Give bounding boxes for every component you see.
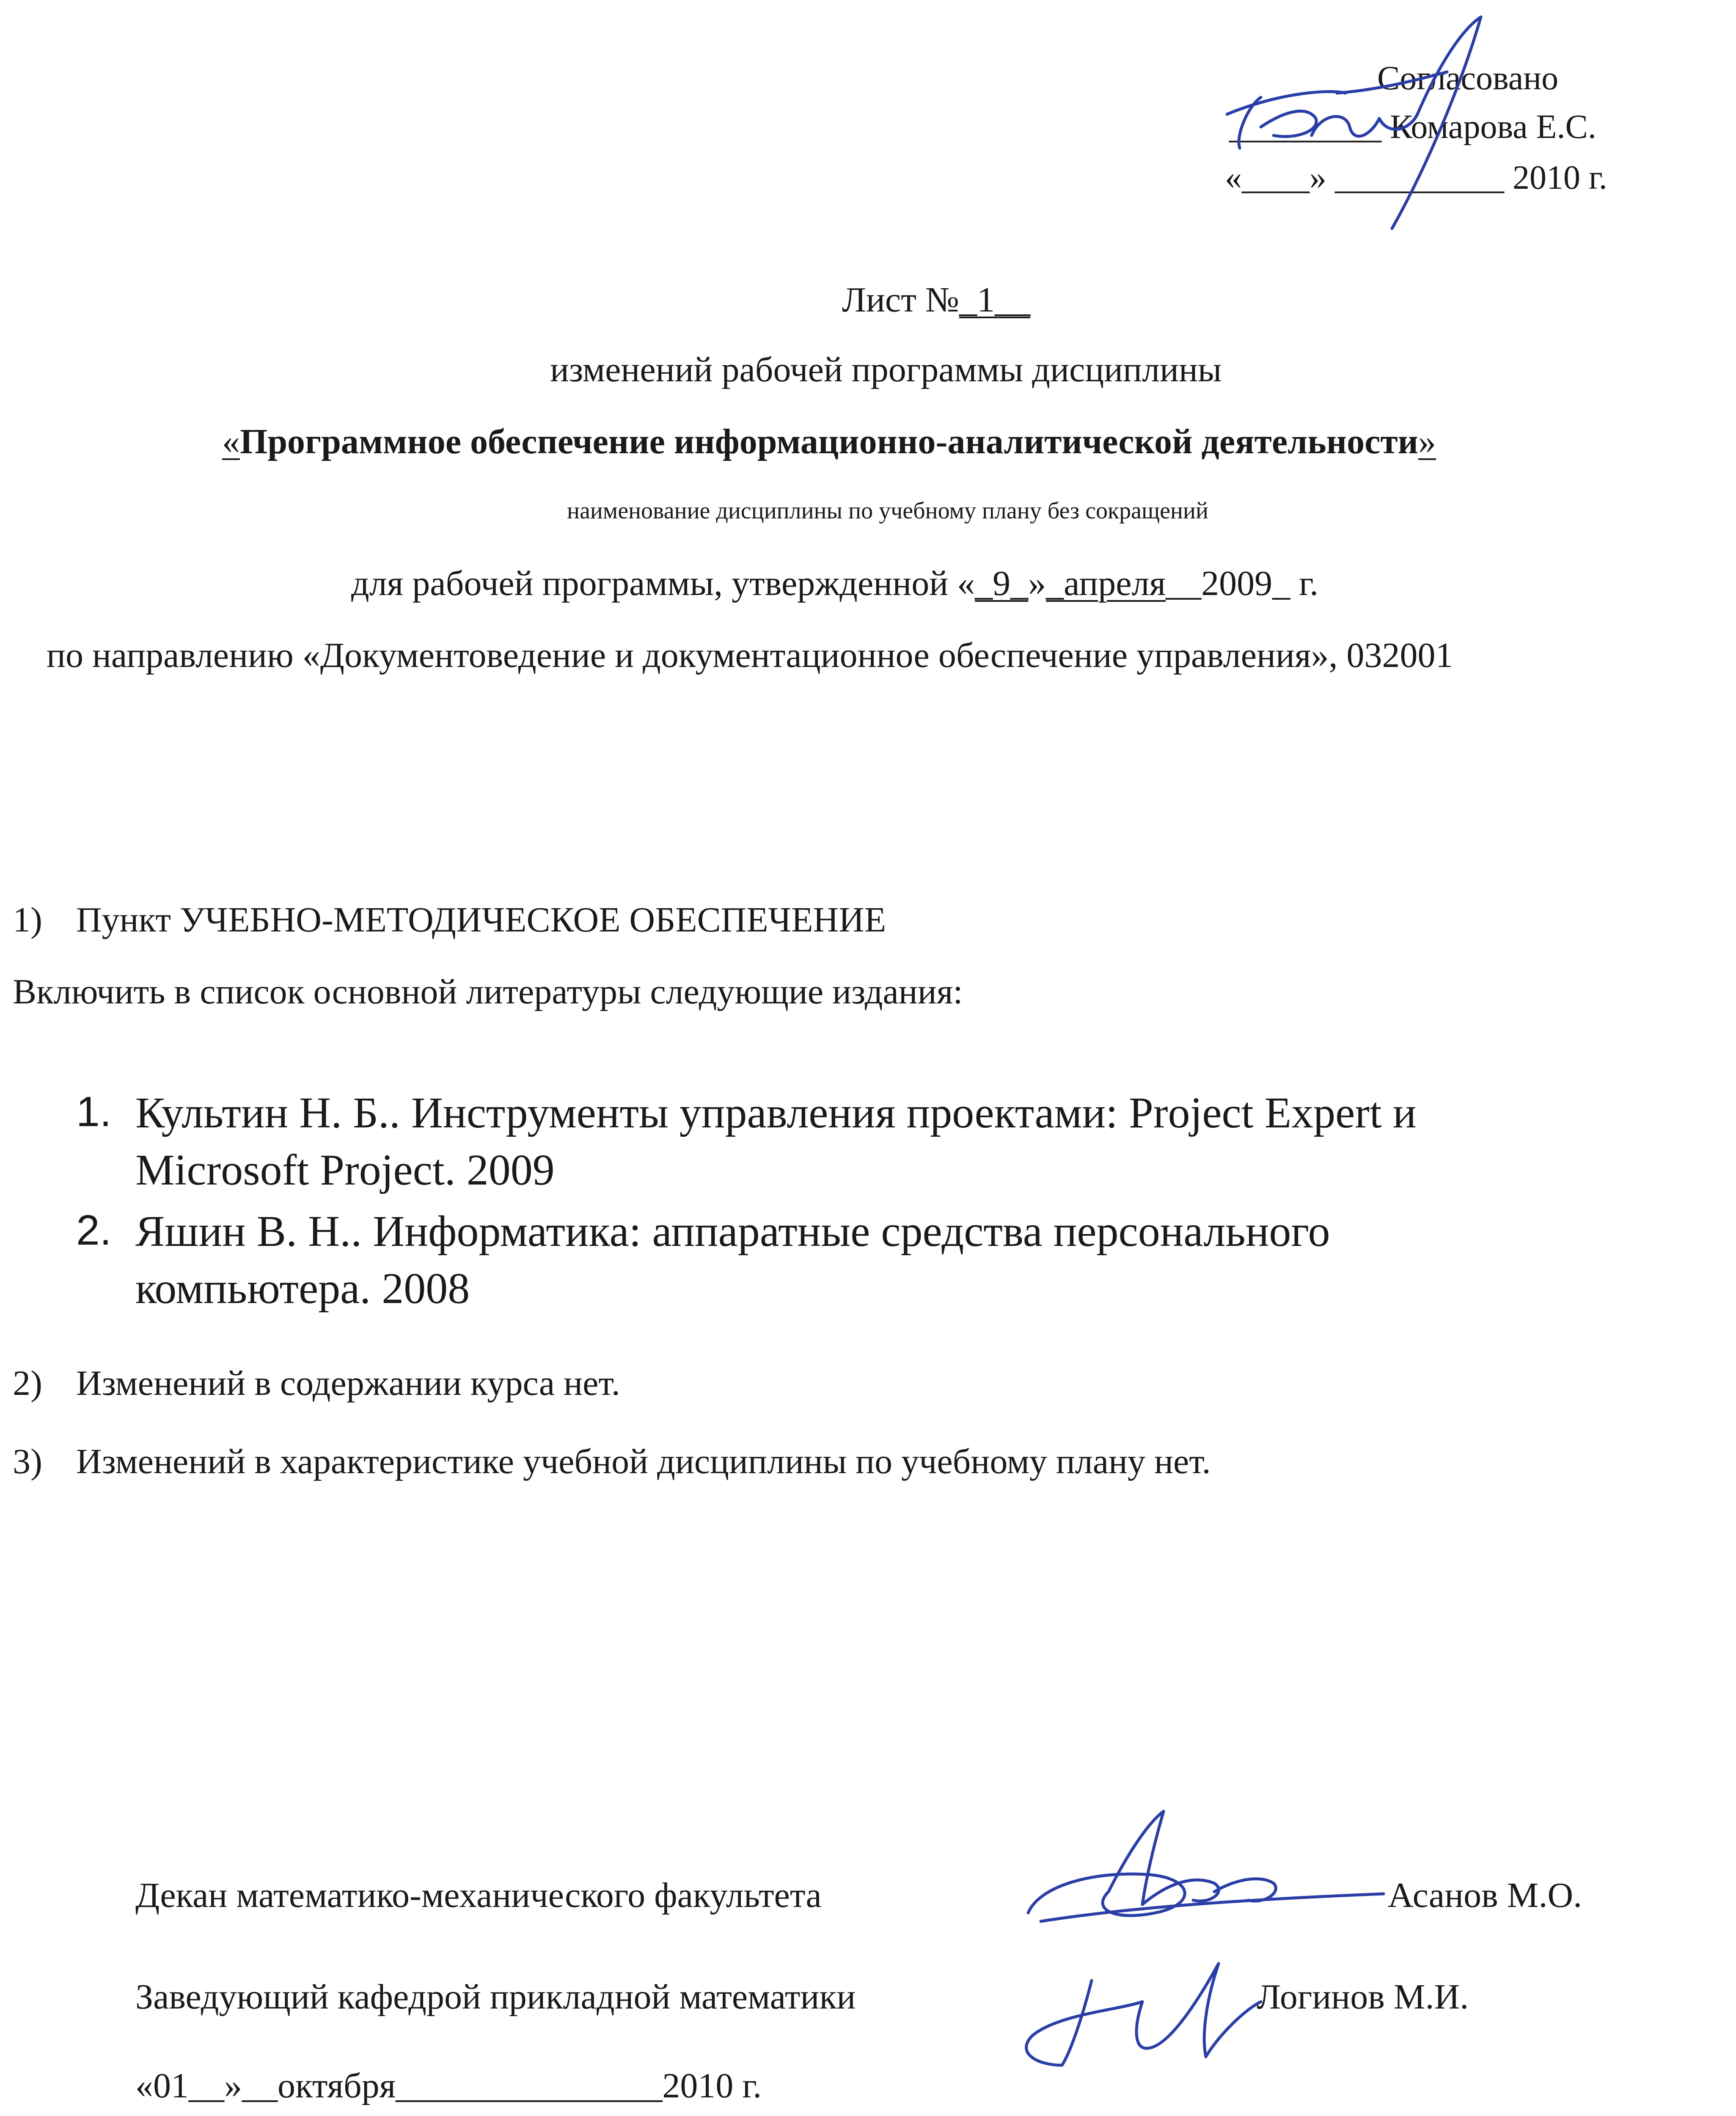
- approval-title: Согласовано: [1377, 60, 1559, 97]
- loginov-signature: [1007, 1930, 1269, 2082]
- include-instruction: Включить в список основной литературы следующие издания:: [13, 972, 963, 1011]
- program-mid: »: [1028, 564, 1046, 603]
- item-1-text: Пункт УЧЕБНО-МЕТОДИЧЕСКОЕ ОБЕСПЕЧЕНИЕ: [76, 900, 886, 940]
- approval-signer: _________ Комарова Е.С.: [1229, 108, 1596, 146]
- item-3-text: Изменений в характеристике учебной дисциплины по учебному плану нет.: [76, 1442, 1211, 1481]
- signature-date-rest: __»__октября_______________2010 г.: [189, 2066, 762, 2105]
- head-title: Заведующий кафедрой прикладной математики: [135, 1977, 856, 2017]
- program-approval-line: [351, 563, 1318, 604]
- quote-open: «: [222, 422, 240, 461]
- quote-close: »: [1418, 422, 1436, 461]
- program-day: _9_: [975, 564, 1029, 603]
- discipline-name: Программное обеспечение информационно-аналитической деятельности: [240, 422, 1419, 461]
- dean-title: Декан математико-механического факультета: [135, 1876, 822, 1915]
- sheet-prefix: Лист №: [842, 280, 960, 320]
- approval-date: «____» __________ 2010 г.: [1225, 159, 1607, 196]
- sheet-subtitle: изменений рабочей программы дисциплины: [550, 350, 1222, 389]
- head-name: Логинов М.И.: [1257, 1977, 1469, 2017]
- program-prefix: для рабочей программы, утвержденной «: [351, 564, 975, 603]
- sheet-title: [842, 279, 1030, 320]
- discipline-title: [222, 421, 1436, 462]
- direction-line: по направлению «Документоведение и документационное обеспечение управления», 032001: [47, 636, 1453, 675]
- literature-2-line-1: Яшин В. Н.. Информатика: аппаратные средства персонального: [135, 1207, 1330, 1256]
- program-month: _апреля: [1046, 564, 1166, 603]
- komarova-signature: [1210, 8, 1515, 245]
- item-2-text: Изменений в содержании курса нет.: [76, 1364, 620, 1403]
- signature-date-open: «01: [135, 2066, 189, 2105]
- signature-date: [135, 2065, 762, 2106]
- program-year: __2009_ г.: [1166, 564, 1319, 603]
- dean-name: Асанов М.О.: [1388, 1876, 1582, 1915]
- discipline-caption: наименование дисциплины по учебному плану без сокращений: [567, 498, 1208, 524]
- item-1-number: 1): [13, 900, 42, 940]
- literature-2-number: 2.: [76, 1207, 112, 1254]
- item-2-number: 2): [13, 1364, 42, 1403]
- literature-1-line-2: Microsoft Project. 2009: [135, 1146, 555, 1194]
- item-3-number: 3): [13, 1442, 42, 1481]
- literature-1-line-1: Культин Н. Б.. Инструменты управления проектами: Project Expert и: [135, 1088, 1417, 1137]
- item-1: [13, 899, 42, 940]
- literature-1-number: 1.: [76, 1088, 112, 1135]
- literature-2-line-2: компьютера. 2008: [135, 1264, 470, 1313]
- sheet-number: _1__: [959, 280, 1031, 320]
